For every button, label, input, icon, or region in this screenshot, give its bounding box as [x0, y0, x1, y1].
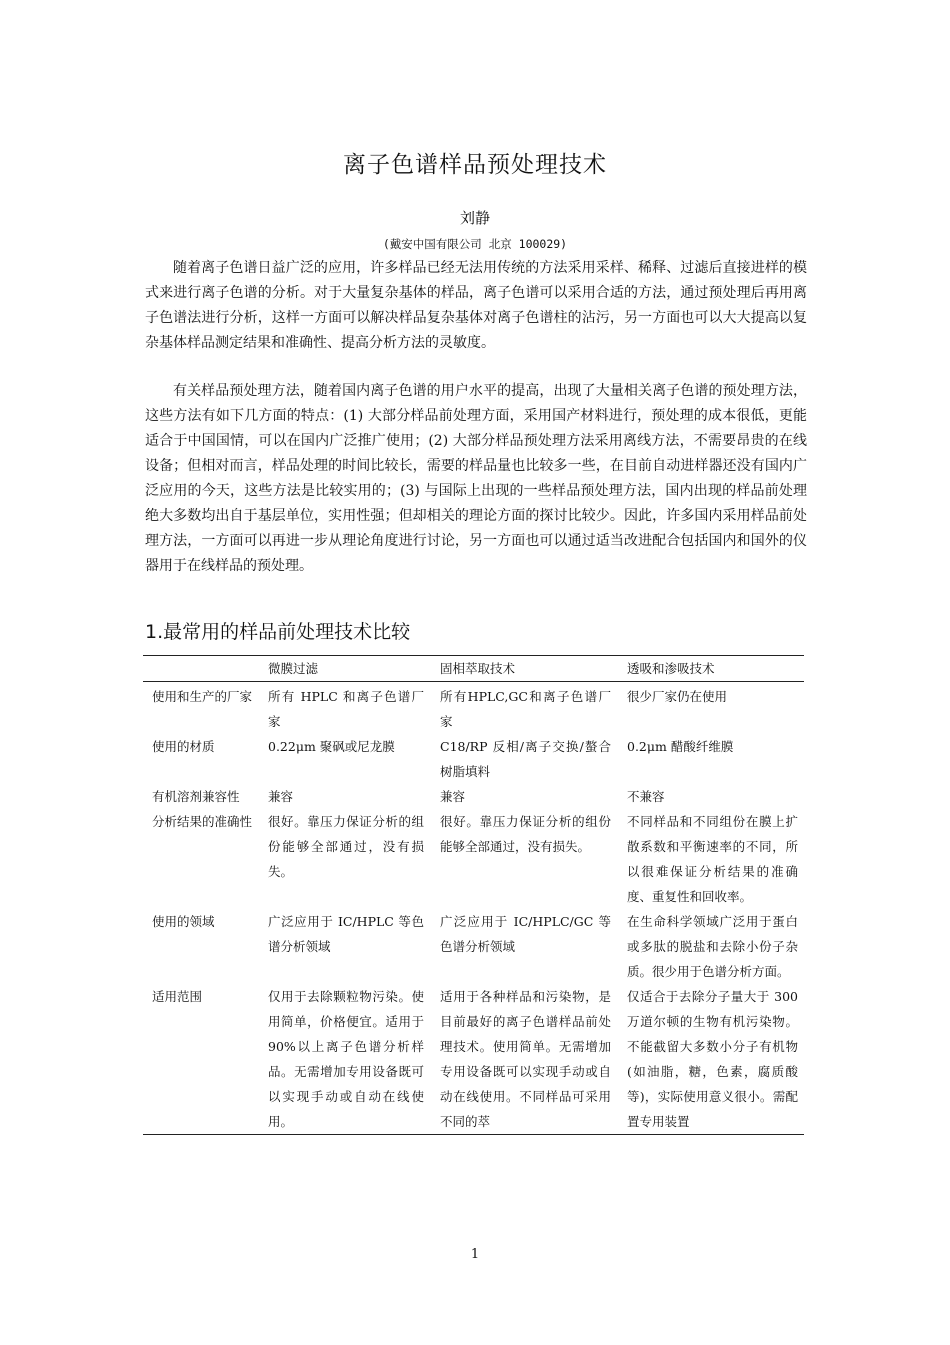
- table-cell: 仅用于去除颗粒物污染。使用简单，价格便宜。适用于 90%以上离子色谱分析样品。无需增加专用设备既可以实现手动或自动在线使用。: [268, 989, 424, 1129]
- table-row: [143, 682, 804, 735]
- table-cell: 0.22μm 聚砜或尼龙膜: [268, 739, 395, 754]
- table-cell: 所有 HPLC 和离子色谱厂家: [268, 689, 424, 729]
- comparison-table: [143, 655, 804, 1135]
- table-cell: 有机溶剂兼容性: [152, 789, 240, 804]
- table-cell: 使用的领域: [152, 914, 215, 929]
- table-header-cell: 透吸和渗吸技术: [627, 661, 715, 676]
- table-cell: 使用的材质: [152, 739, 215, 754]
- table-row: [143, 784, 804, 809]
- table-cell: 兼容: [268, 789, 294, 804]
- table-header-cell: [143, 656, 258, 682]
- table-cell: C18/RP 反相/离子交换/螯合树脂填料: [440, 739, 611, 779]
- table-cell: 很好。靠压力保证分析的组份能够全部通过，没有损失。: [268, 814, 424, 879]
- page-title: 离子色谱样品预处理技术: [343, 152, 607, 178]
- table-cell: 很少厂家仍在使用: [627, 689, 728, 704]
- author-name: 刘静: [459, 209, 490, 227]
- table-cell: 适用于各种样品和污染物，是目前最好的离子色谱样品前处理技术。使用简单。无需增加专用设备既可以实现手动或自动在线使用。不同样品可采用不同的萃: [440, 989, 611, 1129]
- table-cell: 使用和生产的厂家: [152, 689, 253, 704]
- table-cell: 很好。靠压力保证分析的组份能够全部通过，没有损失。: [440, 814, 611, 854]
- table-cell: 适用范围: [152, 989, 203, 1004]
- section-heading: 1.最常用的样品前处理技术比较: [145, 621, 411, 643]
- table-cell: 广泛应用于 IC/HPLC 等色谱分析领域: [268, 914, 424, 954]
- table-header-row: [143, 656, 804, 682]
- table-cell: 兼容: [440, 789, 466, 804]
- table-cell: 仅适合于去除分子量大于 300 万道尔顿的生物有机污染物。不能截留大多数小分子有机物(如油脂，糖，色素，腐质酸等)，实际使用意义很小。需配置专用装置: [627, 989, 798, 1129]
- body-paragraph: 有关样品预处理方法，随着国内离子色谱的用户水平的提高，出现了大量相关离子色谱的预处理方法，这些方法有如下几方面的特点：(1) 大部分样品前处理方面，采用国产材料进行，预处理的成本很低，更能适合于中国国情，可以在国内广泛推广使用；(2) 大部分样品预处理方法采用离线方法，不需要昂贵的在线设备；但相对而言，样品处理的时间比较长，需要的样品量也比较多一些，在目前自动进样器还没有国内广泛应用的今天，这些方法是比较实用的；(3) 与国际上出现的一些样品预处理方法，国内出现的样品前处理绝大多数均出自于基层单位，实用性强；但却相关的理论方面的探讨比较少。因此，许多国内采用样品前处理方法，一方面可以再进一步从理论角度进行讨论，另一方面也可以通过适当改进配合包括国内和国外的仪器用于在线样品的预处理。: [145, 383, 807, 574]
- author-affiliation: (戴安中国有限公司 北京 100029): [382, 237, 568, 251]
- table-cell: 广泛应用于 IC/HPLC/GC 等色谱分析领域: [440, 914, 611, 954]
- table-cell: 所有HPLC,GC和离子色谱厂家: [440, 689, 611, 729]
- table-header-cell: 固相萃取技术: [440, 661, 516, 676]
- table-row: [143, 734, 804, 784]
- body-paragraph: 随着离子色谱日益广泛的应用，许多样品已经无法用传统的方法采用采样、稀释、过滤后直接进样的模式来进行离子色谱的分析。对于大量复杂基体的样品，离子色谱可以采用合适的方法，通过预处理后再用离子色谱法进行分析，这样一方面可以解决样品复杂基体对离子色谱柱的沾污，另一方面也可以大大提高以复杂基体样品测定结果和准确性、提高分析方法的灵敏度。: [145, 260, 807, 351]
- table-row: [143, 809, 804, 909]
- table-cell: 不同样品和不同组份在膜上扩散系数和平衡速率的不同，所以很难保证分析结果的准确度、重复性和回收率。: [627, 814, 798, 904]
- table-cell: 不兼容: [627, 789, 665, 804]
- table-cell: 0.2μm 醋酸纤维膜: [627, 739, 734, 754]
- table-row: [143, 909, 804, 984]
- table-header-cell: 微膜过滤: [268, 661, 319, 676]
- table-cell: 在生命科学领域广泛用于蛋白或多肽的脱盐和去除小份子杂质。很少用于色谱分析方面。: [627, 914, 798, 979]
- page-number: 1: [470, 1247, 480, 1262]
- table-row: [143, 984, 804, 1135]
- table-cell: 分析结果的准确性: [152, 814, 253, 829]
